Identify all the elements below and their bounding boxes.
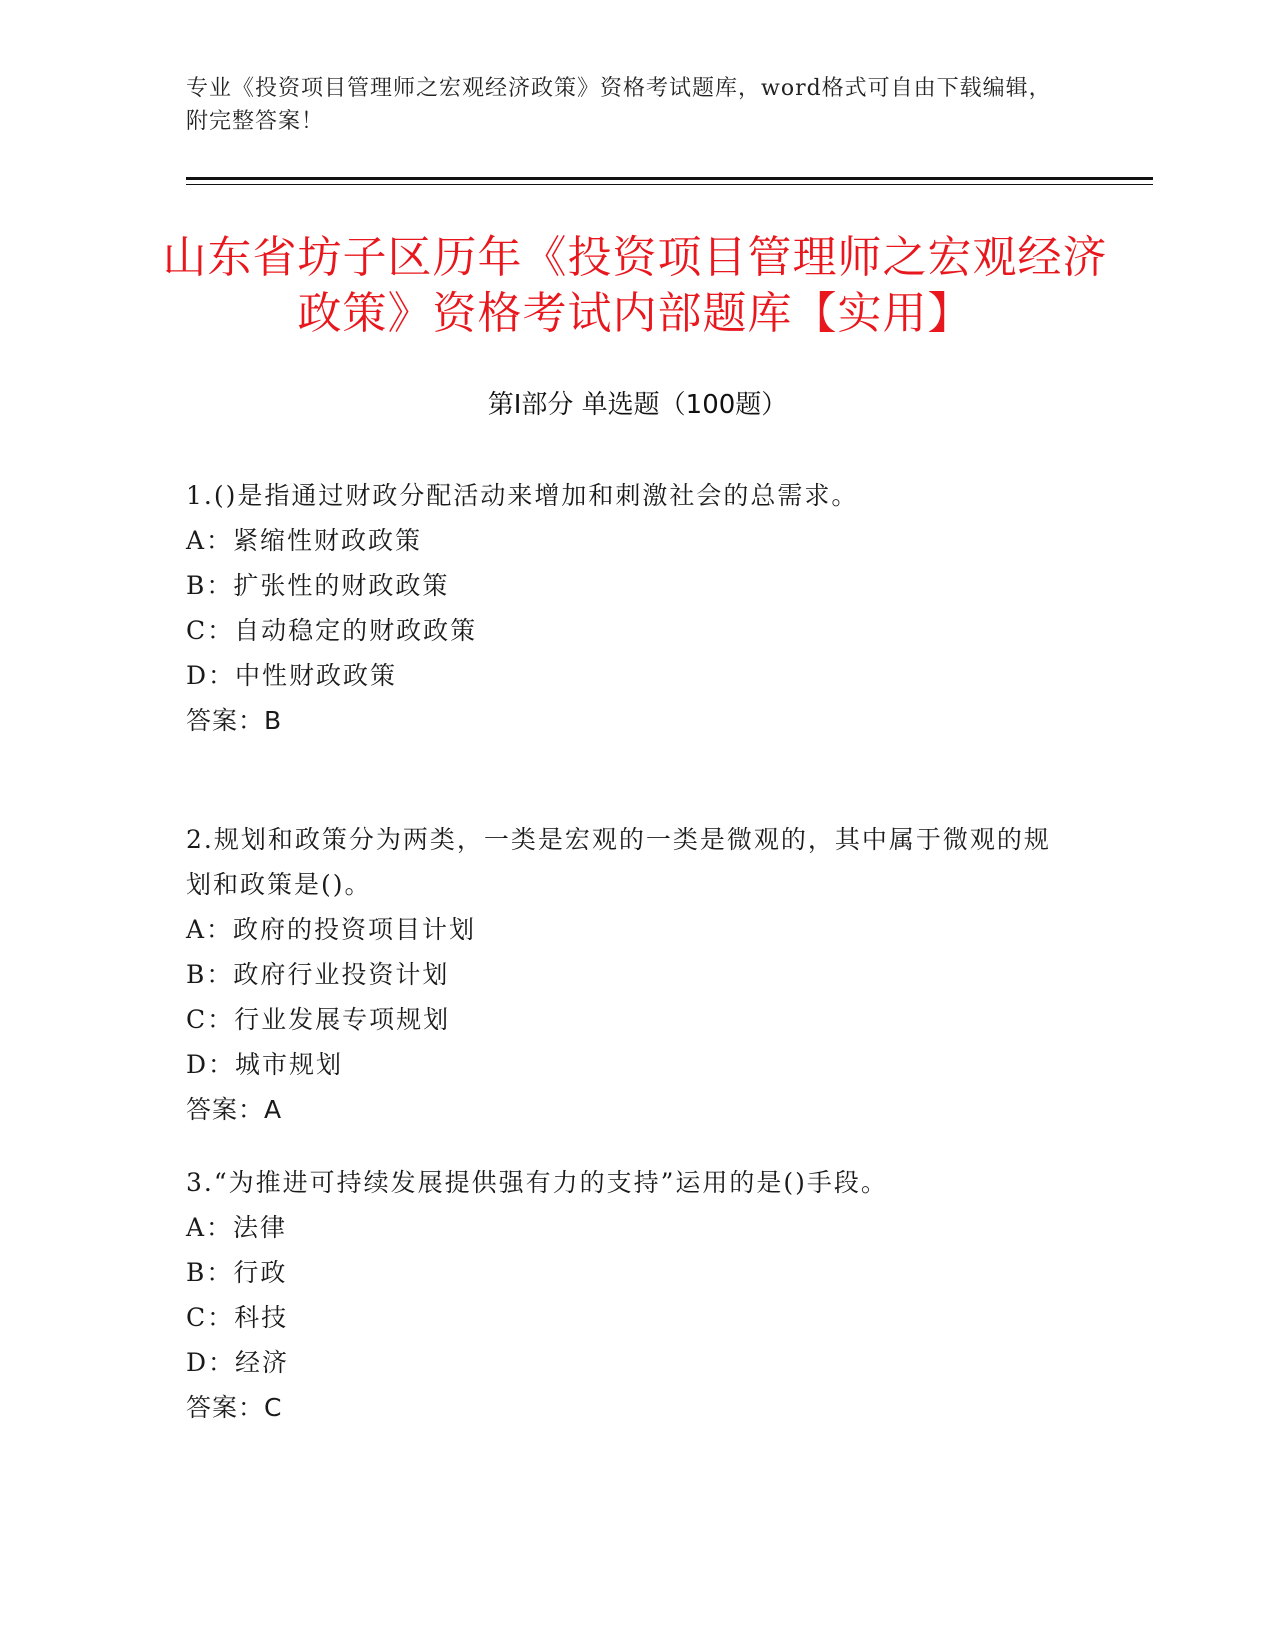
answer: 答案：A [186, 1095, 283, 1124]
option-d: D：中性财政政策 [186, 661, 398, 690]
header-divider-thick [186, 177, 1153, 180]
document-title: 山东省坊子区历年《投资项目管理师之宏观经济政策》资格考试内部题库【实用】 [162, 232, 1108, 339]
question-stem: 2.规划和政策分为两类，一类是宏观的一类是微观的，其中属于微观的规划和政策是()。 [186, 825, 1051, 899]
option-d: D：城市规划 [186, 1050, 344, 1079]
question-2 [186, 817, 1066, 1132]
option-d: D：经济 [186, 1348, 290, 1377]
option-b: B：扩张性的财政政策 [186, 571, 450, 600]
question-3 [186, 1160, 1066, 1430]
question-stem: 3.“为推进可持续发展提供强有力的支持”运用的是()手段。 [186, 1168, 888, 1197]
option-c: C：行业发展专项规划 [186, 1005, 451, 1034]
answer: 答案：B [186, 706, 283, 735]
option-a: A：法律 [186, 1213, 288, 1242]
option-b: B：行政 [186, 1258, 288, 1287]
header-note: 专业《投资项目管理师之宏观经济政策》资格考试题库，word格式可自由下载编辑，附完整答案！ [186, 76, 1052, 134]
question-1 [186, 473, 1066, 743]
option-a: A：紧缩性财政政策 [186, 526, 423, 555]
answer: 答案：C [186, 1393, 283, 1422]
header-divider-thin [186, 184, 1153, 185]
section-title: 第Ⅰ部分 单选题（100题） [487, 390, 788, 420]
option-c: C：自动稳定的财政政策 [186, 616, 478, 645]
option-c: C：科技 [186, 1303, 289, 1332]
option-b: B：政府行业投资计划 [186, 960, 450, 989]
option-a: A：政府的投资项目计划 [186, 915, 477, 944]
question-stem: 1.()是指通过财政分配活动来增加和刺激社会的总需求。 [186, 481, 859, 510]
